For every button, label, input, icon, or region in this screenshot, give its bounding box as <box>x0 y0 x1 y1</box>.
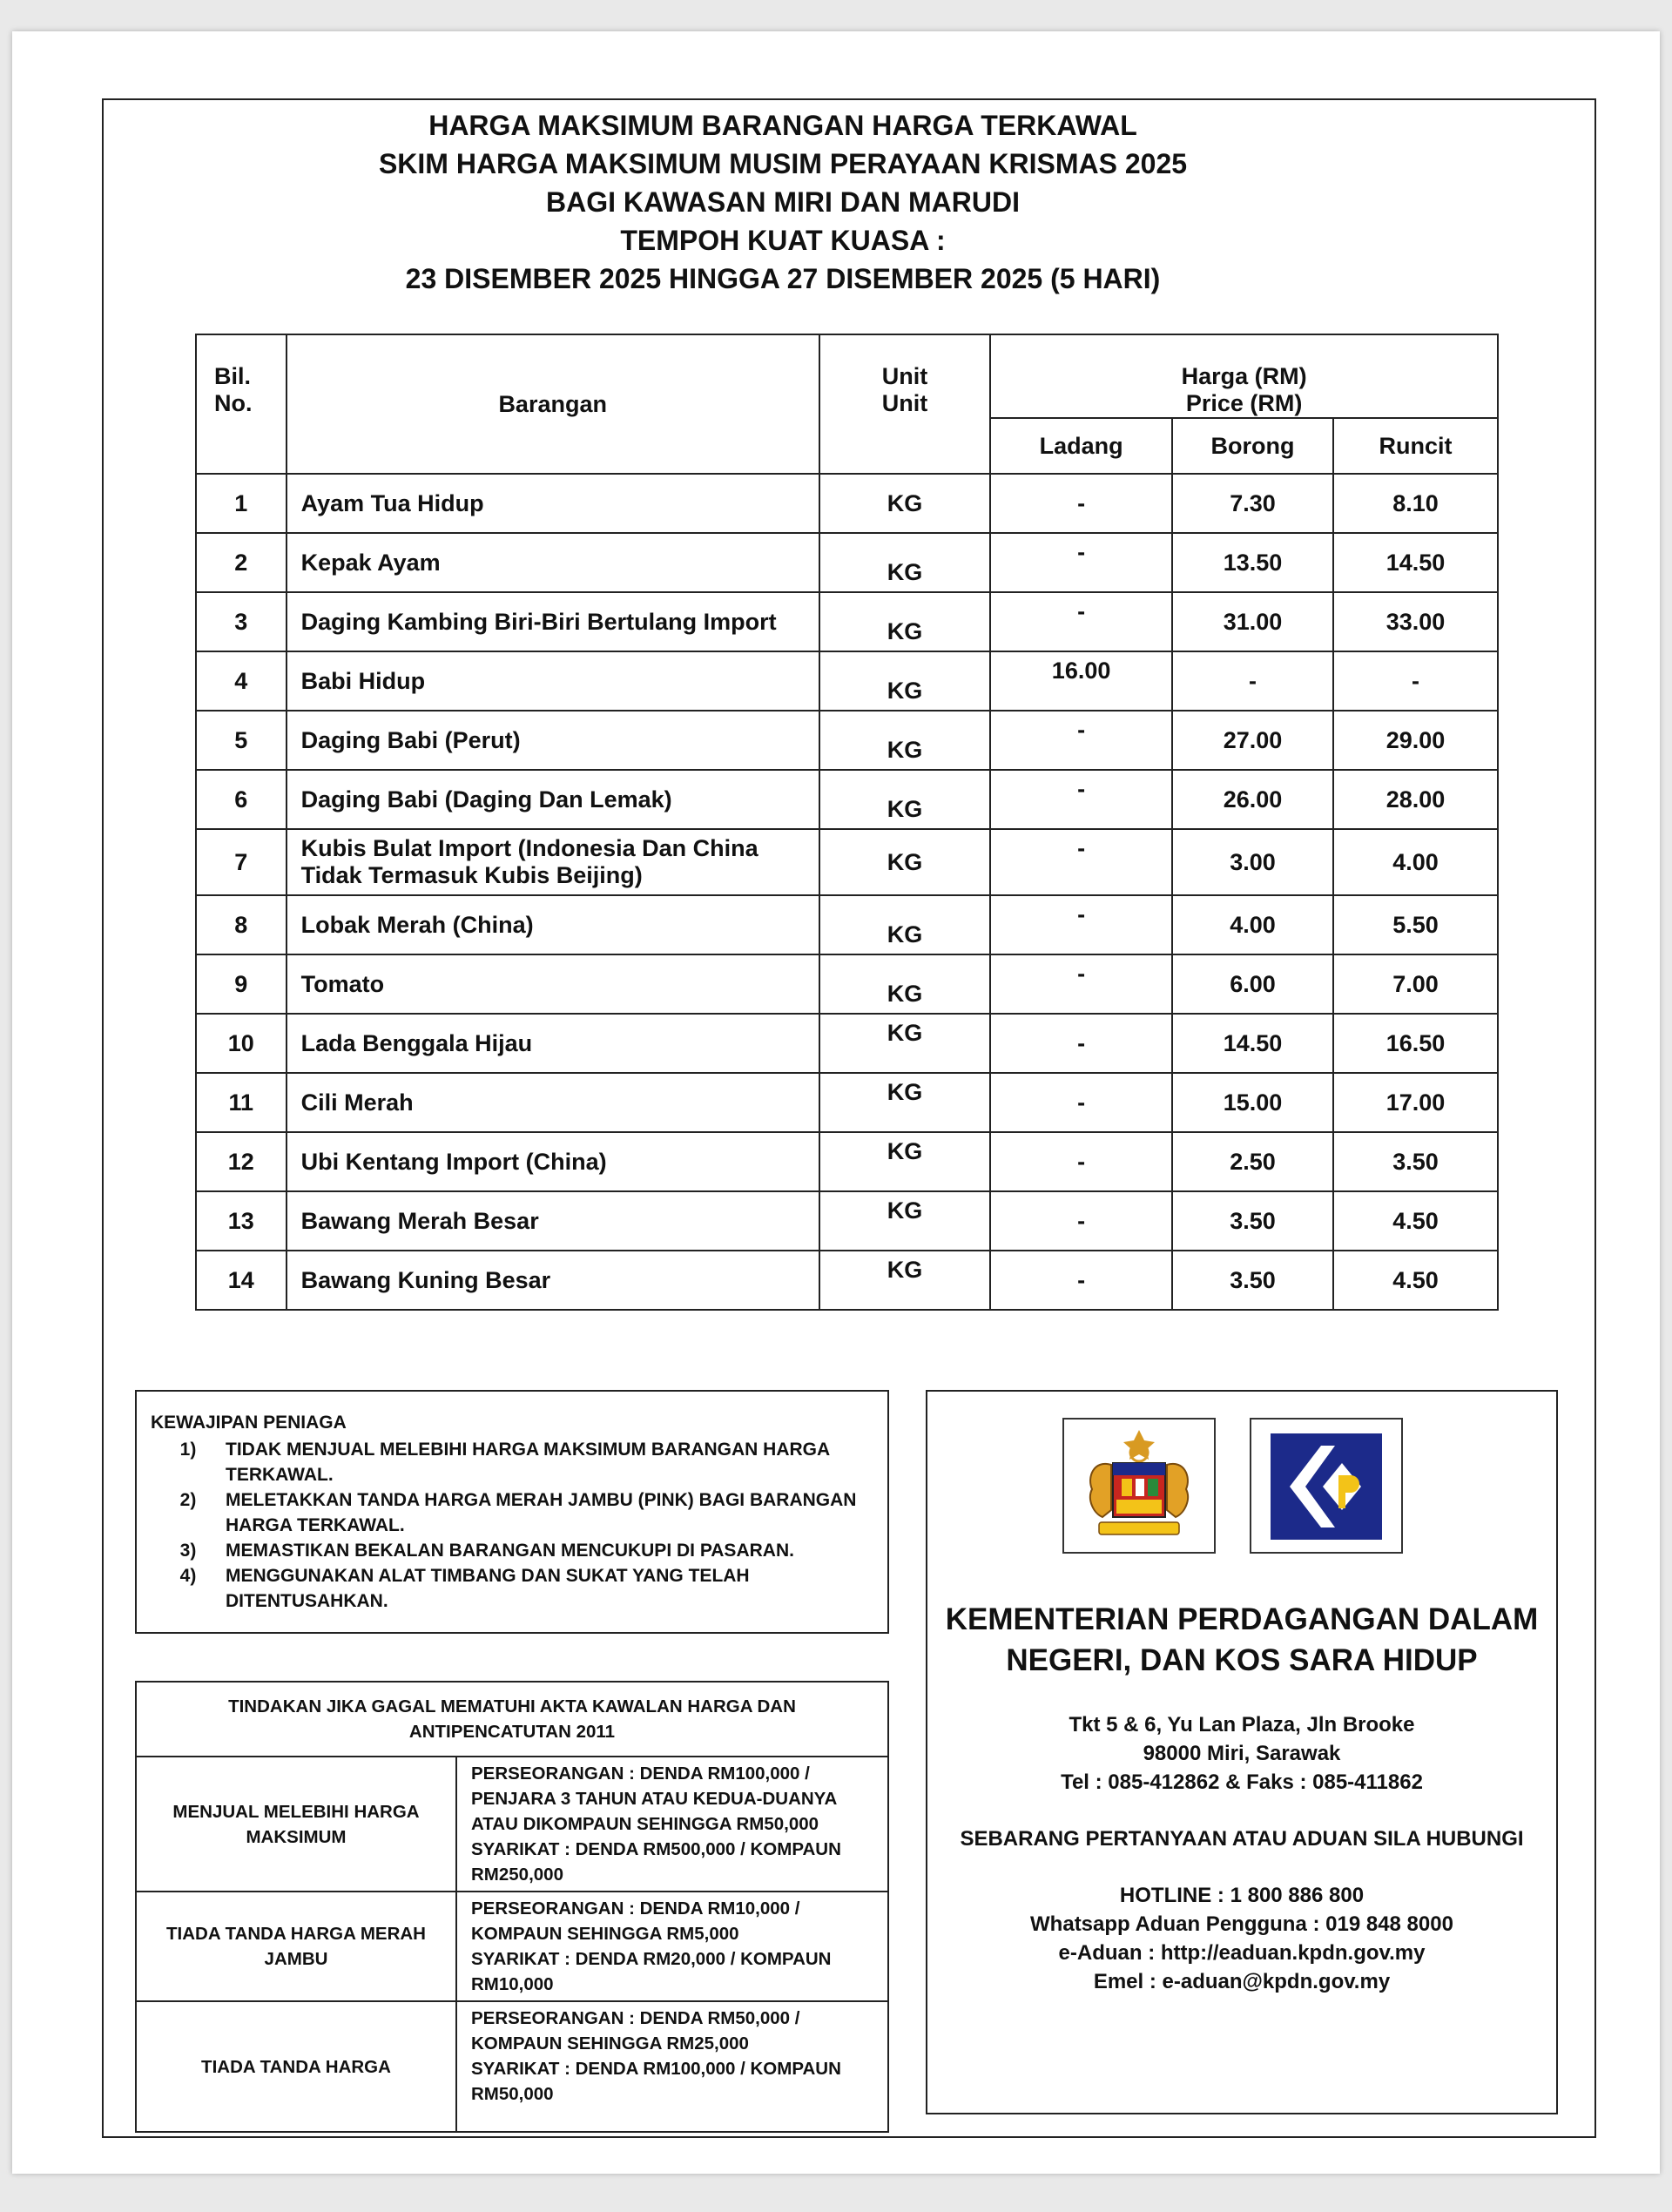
table-row <box>196 954 1498 1014</box>
row-number: 7 <box>196 829 287 895</box>
price-runcit: 4.00 <box>1333 829 1498 895</box>
price-ladang: - <box>990 829 1172 895</box>
obligation-number: 4) <box>179 1566 197 1586</box>
obligations-heading: KEWAJIPAN PENIAGA <box>151 1413 347 1433</box>
penalty-offence <box>136 1892 456 2001</box>
obligation-text: MELETAKKAN TANDA HARGA MERAH JAMBU (PINK) BAGI BARANGAN HARGA TERKAWAL. <box>226 1490 857 1535</box>
item-unit: KG <box>819 1191 990 1251</box>
price-runcit: 33.00 <box>1333 592 1498 651</box>
penalty-table <box>135 1681 889 2133</box>
obligation-text: MEMASTIKAN BEKALAN BARANGAN MENCUKUPI DI PASARAN. <box>226 1541 794 1561</box>
table-row <box>196 711 1498 770</box>
penalty-offence <box>136 2001 456 2132</box>
penalty-detail <box>456 1757 888 1892</box>
item-unit: KG <box>819 895 990 954</box>
row-number: 9 <box>196 954 287 1014</box>
obligations-box <box>135 1390 889 1634</box>
price-borong: 14.50 <box>1172 1014 1333 1073</box>
title-line-4: TEMPOH KUAT KUASA : <box>620 225 946 256</box>
table-row <box>196 1191 1498 1251</box>
item-name <box>287 1191 819 1251</box>
kpdn-logo <box>1250 1418 1403 1554</box>
item-name <box>287 954 819 1014</box>
penalty-heading <box>136 1682 888 1757</box>
ministry-name-line-2: NEGERI, DAN KOS SARA HIDUP <box>1006 1643 1478 1677</box>
price-borong: 4.00 <box>1172 895 1333 954</box>
header-unit <box>819 334 990 474</box>
item-name-text: Babi Hidup <box>300 667 426 694</box>
penalty-detail-line: PERSEORANGAN : DENDA RM100,000 / <box>471 1764 810 1784</box>
price-runcit: 8.10 <box>1333 474 1498 533</box>
title-line-3: BAGI KAWASAN MIRI DAN MARUDI <box>546 186 1020 218</box>
item-unit: KG <box>819 1251 990 1310</box>
price-borong: 3.50 <box>1172 1191 1333 1251</box>
price-runcit: 16.50 <box>1333 1014 1498 1073</box>
price-runcit: 3.50 <box>1333 1132 1498 1191</box>
offence-line-2: MAKSIMUM <box>246 1826 347 1847</box>
penalty-heading-line-2: ANTIPENCATUTAN 2011 <box>408 1722 616 1742</box>
penalty-detail-line: KOMPAUN SEHINGGA RM25,000 <box>471 2033 749 2054</box>
penalty-row <box>136 2001 888 2132</box>
penalty-detail-line: PERSEORANGAN : DENDA RM50,000 / <box>471 2008 800 2028</box>
penalty-detail-line: PERSEORANGAN : DENDA RM10,000 / <box>471 1898 800 1919</box>
row-number: 2 <box>196 533 287 592</box>
item-name-text: Ayam Tua Hidup <box>300 489 484 516</box>
title-line-1: HARGA MAKSIMUM BARANGAN HARGA TERKAWAL <box>428 110 1137 141</box>
header-ladang: Ladang <box>990 418 1172 474</box>
table-row <box>196 829 1498 895</box>
item-unit: KG <box>819 954 990 1014</box>
address-line-1: Tkt 5 & 6, Yu Lan Plaza, Jln Brooke <box>1069 1713 1415 1737</box>
header-no-label: No. <box>214 390 253 416</box>
row-number: 6 <box>196 770 287 829</box>
price-runcit: 28.00 <box>1333 770 1498 829</box>
price-borong: 13.50 <box>1172 533 1333 592</box>
ministry-name-line-1: KEMENTERIAN PERDAGANGAN DALAM <box>945 1602 1539 1636</box>
price-borong: 31.00 <box>1172 592 1333 651</box>
header-borong: Borong <box>1172 418 1333 474</box>
price-runcit: - <box>1333 651 1498 711</box>
row-number: 10 <box>196 1014 287 1073</box>
price-borong: 7.30 <box>1172 474 1333 533</box>
price-ladang: - <box>990 592 1172 651</box>
penalty-row <box>136 1892 888 2001</box>
row-number: 14 <box>196 1251 287 1310</box>
item-name <box>287 1132 819 1191</box>
price-borong: 3.00 <box>1172 829 1333 895</box>
offence-line-1: MENJUAL MELEBIHI HARGA <box>172 1801 420 1822</box>
header-runcit: Runcit <box>1333 418 1498 474</box>
row-number: 3 <box>196 592 287 651</box>
ministry-box <box>926 1390 1558 2114</box>
table-row <box>196 474 1498 533</box>
item-unit: KG <box>819 711 990 770</box>
address-line-2: 98000 Miri, Sarawak <box>1143 1742 1341 1765</box>
price-ladang: - <box>990 1132 1172 1191</box>
row-number: 8 <box>196 895 287 954</box>
item-name-text: Bawang Merah Besar <box>300 1207 539 1234</box>
price-borong: 27.00 <box>1172 711 1333 770</box>
price-borong: 3.50 <box>1172 1251 1333 1310</box>
hotline: HOTLINE : 1 800 886 800 <box>1119 1884 1365 1907</box>
obligation-number: 2) <box>179 1490 197 1510</box>
penalty-detail-line: RM10,000 <box>471 1974 554 1994</box>
item-name-text: Daging Kambing Biri-Biri Bertulang Import <box>300 608 777 635</box>
phone-fax: Tel : 085-412862 & Faks : 085-411862 <box>1061 1770 1423 1794</box>
enquiry-notice: SEBARANG PERTANYAAN ATAU ADUAN SILA HUBUNGI <box>960 1827 1524 1851</box>
price-runcit: 14.50 <box>1333 533 1498 592</box>
row-number: 12 <box>196 1132 287 1191</box>
price-runcit: 17.00 <box>1333 1073 1498 1132</box>
eaduan-link[interactable]: e-Aduan : http://eaduan.kpdn.gov.my <box>1058 1941 1426 1965</box>
item-name-text: Bawang Kuning Besar <box>300 1266 551 1293</box>
table-row <box>196 1251 1498 1310</box>
obligation-item <box>151 1487 887 1538</box>
item-name <box>287 474 819 533</box>
price-ladang: - <box>990 1014 1172 1073</box>
item-unit: KG <box>819 1132 990 1191</box>
price-ladang: - <box>990 474 1172 533</box>
header-harga-label: Harga (RM) <box>1181 363 1307 389</box>
item-name-text: Lada Benggala Hijau <box>300 1029 533 1056</box>
item-unit: KG <box>819 1073 990 1132</box>
penalty-detail-line: SYARIKAT : DENDA RM100,000 / KOMPAUN <box>471 2059 841 2079</box>
price-ladang: - <box>990 711 1172 770</box>
item-name <box>287 1014 819 1073</box>
price-ladang: - <box>990 1191 1172 1251</box>
penalty-detail-line: ATAU DIKOMPAUN SEHINGGA RM50,000 <box>471 1814 819 1834</box>
table-row <box>196 1073 1498 1132</box>
obligation-text: MENGGUNAKAN ALAT TIMBANG DAN SUKAT YANG TELAH DITENTUSAHKAN. <box>226 1566 750 1611</box>
item-name-text: Ubi Kentang Import (China) <box>300 1148 607 1175</box>
header-unit-label-2: Unit <box>881 390 928 416</box>
penalty-heading-line-1: TINDAKAN JIKA GAGAL MEMATUHI AKTA KAWALAN HARGA DAN <box>228 1696 796 1716</box>
item-name-text: Daging Babi (Perut) <box>300 726 521 753</box>
header-barangan: Barangan <box>287 334 819 474</box>
item-unit: KG <box>819 651 990 711</box>
penalty-detail <box>456 2001 888 2132</box>
table-row <box>196 1132 1498 1191</box>
price-table <box>195 334 1499 1311</box>
obligation-number: 3) <box>179 1541 197 1561</box>
item-name-text: Kepak Ayam <box>300 549 441 576</box>
price-ladang: 16.00 <box>990 651 1172 711</box>
price-ladang: - <box>990 1073 1172 1132</box>
table-row <box>196 651 1498 711</box>
price-ladang: - <box>990 770 1172 829</box>
price-ladang: - <box>990 533 1172 592</box>
item-unit: KG <box>819 533 990 592</box>
item-name <box>287 895 819 954</box>
row-number: 11 <box>196 1073 287 1132</box>
item-name <box>287 651 819 711</box>
penalty-offence <box>136 1757 456 1892</box>
header-price-label: Price (RM) <box>1185 390 1303 416</box>
obligation-item <box>151 1563 887 1614</box>
price-runcit: 5.50 <box>1333 895 1498 954</box>
item-name <box>287 829 819 895</box>
item-name <box>287 1073 819 1132</box>
item-name <box>287 1251 819 1310</box>
row-number: 4 <box>196 651 287 711</box>
obligations-list <box>151 1437 887 1614</box>
item-name-text: Kubis Bulat Import (Indonesia Dan China <box>300 835 758 861</box>
item-name <box>287 711 819 770</box>
price-ladang: - <box>990 1251 1172 1310</box>
item-name <box>287 533 819 592</box>
item-unit: KG <box>819 592 990 651</box>
whatsapp-contact: Whatsapp Aduan Pengguna : 019 848 8000 <box>1030 1912 1453 1936</box>
table-row <box>196 770 1498 829</box>
kpdn-logo-icon <box>1251 1420 1401 1552</box>
item-name-text: Tomato <box>300 970 385 997</box>
item-name <box>287 592 819 651</box>
price-ladang: - <box>990 895 1172 954</box>
price-runcit: 7.00 <box>1333 954 1498 1014</box>
price-runcit: 4.50 <box>1333 1251 1498 1310</box>
item-unit: KG <box>819 474 990 533</box>
item-name-text: Daging Babi (Daging Dan Lemak) <box>300 786 672 813</box>
title-line-5: 23 DISEMBER 2025 HINGGA 27 DISEMBER 2025 (5 HARI) <box>405 263 1161 294</box>
penalty-detail <box>456 1892 888 2001</box>
item-unit: KG <box>819 1014 990 1073</box>
item-name-text-2: Tidak Termasuk Kubis Beijing) <box>300 862 643 888</box>
header-harga <box>990 334 1498 418</box>
table-row <box>196 895 1498 954</box>
offence-line-2: JAMBU <box>264 1949 328 1969</box>
penalty-detail-line: RM250,000 <box>471 1865 563 1885</box>
ministry-address <box>927 1710 1556 1797</box>
offence-line-1: TIADA TANDA HARGA <box>201 2056 391 2077</box>
item-unit: KG <box>819 770 990 829</box>
penalty-detail-line: PENJARA 3 TAHUN ATAU KEDUA-DUANYA <box>471 1789 838 1809</box>
row-number: 1 <box>196 474 287 533</box>
row-number: 5 <box>196 711 287 770</box>
crest-icon <box>1064 1420 1214 1552</box>
obligation-number: 1) <box>179 1440 197 1460</box>
header-bil <box>196 334 287 474</box>
penalty-row <box>136 1757 888 1892</box>
header-bil-label: Bil. <box>214 363 252 389</box>
obligation-text: TIDAK MENJUAL MELEBIHI HARGA MAKSIMUM BARANGAN HARGA TERKAWAL. <box>226 1440 830 1485</box>
penalty-detail-line: RM50,000 <box>471 2084 554 2104</box>
page-title <box>12 106 1554 298</box>
price-borong: 6.00 <box>1172 954 1333 1014</box>
price-runcit: 4.50 <box>1333 1191 1498 1251</box>
item-name-text: Lobak Merah (China) <box>300 911 534 938</box>
table-row <box>196 533 1498 592</box>
price-ladang: - <box>990 954 1172 1014</box>
title-line-2: SKIM HARGA MAKSIMUM MUSIM PERAYAAN KRISMAS 2025 <box>378 148 1188 179</box>
table-row <box>196 592 1498 651</box>
table-row <box>196 1014 1498 1073</box>
penalty-detail-line: SYARIKAT : DENDA RM500,000 / KOMPAUN <box>471 1839 841 1859</box>
item-unit: KG <box>819 829 990 895</box>
row-number: 13 <box>196 1191 287 1251</box>
penalty-detail-line: KOMPAUN SEHINGGA RM5,000 <box>471 1924 739 1944</box>
price-borong: - <box>1172 651 1333 711</box>
email-contact[interactable]: Emel : e-aduan@kpdn.gov.my <box>1093 1970 1391 1993</box>
header-unit-label-1: Unit <box>881 363 928 389</box>
offence-line-1: TIADA TANDA HARGA MERAH <box>166 1924 426 1944</box>
penalty-detail-line: SYARIKAT : DENDA RM20,000 / KOMPAUN <box>471 1949 832 1969</box>
price-runcit: 29.00 <box>1333 711 1498 770</box>
malaysia-crest-logo <box>1062 1418 1216 1554</box>
item-name-text: Cili Merah <box>300 1089 414 1116</box>
price-borong: 2.50 <box>1172 1132 1333 1191</box>
price-borong: 26.00 <box>1172 770 1333 829</box>
obligation-item <box>151 1437 887 1487</box>
price-borong: 15.00 <box>1172 1073 1333 1132</box>
ministry-name <box>927 1599 1556 1681</box>
contact-list <box>927 1881 1556 1996</box>
item-name <box>287 770 819 829</box>
obligation-item <box>151 1538 887 1563</box>
